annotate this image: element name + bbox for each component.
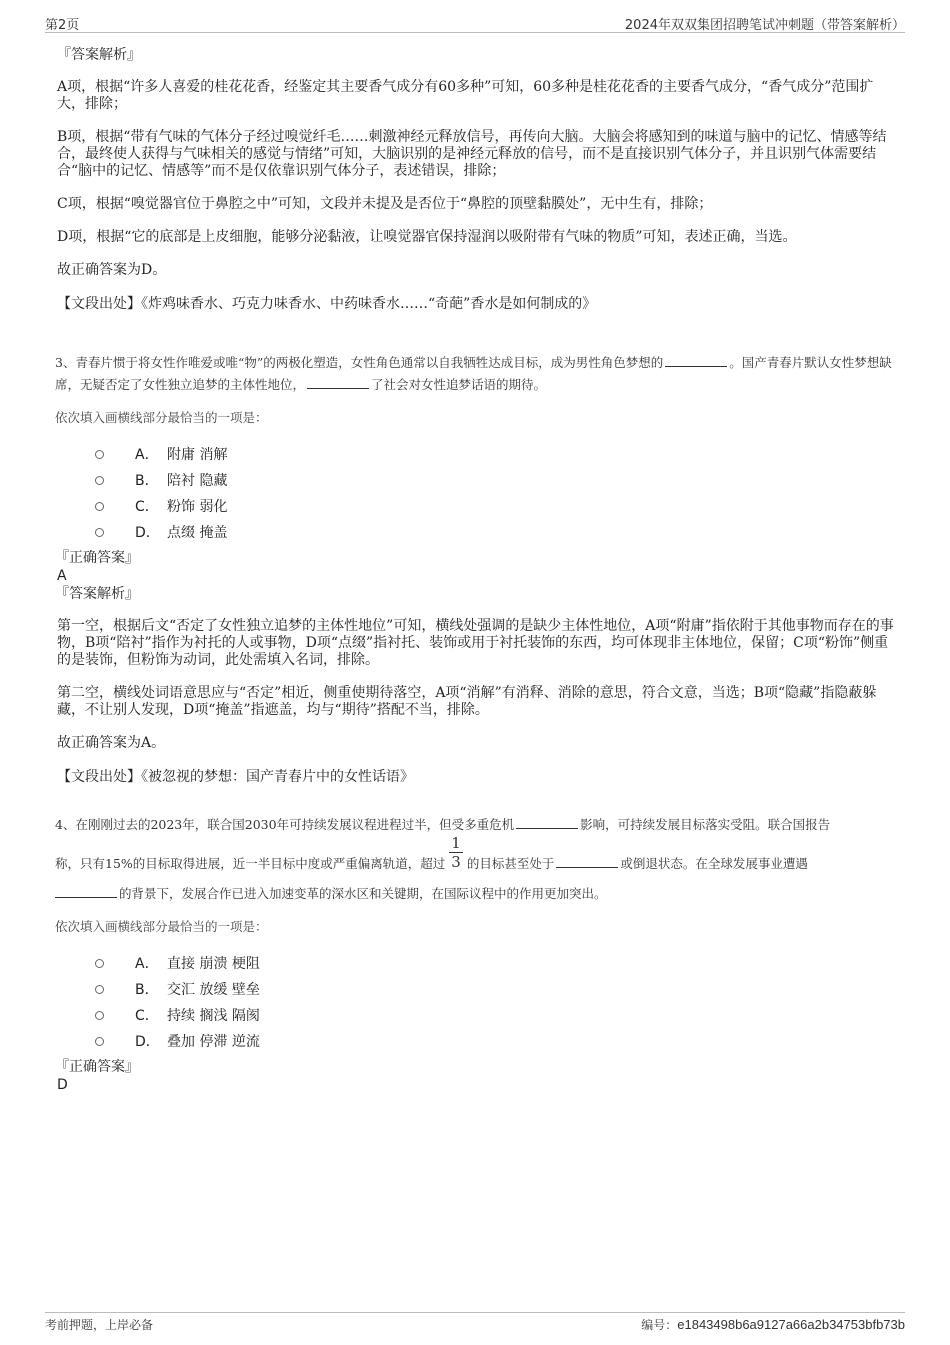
fill-blank xyxy=(516,816,578,829)
analysis-label: 『答案解析』 xyxy=(55,586,139,602)
footer-slogan: 考前押题，上岸必备 xyxy=(45,1318,154,1332)
radio-icon[interactable] xyxy=(95,476,104,485)
stem-text: 称，只有15%的目标取得进展，近一半目标中度或严重偏离轨道，超过 xyxy=(55,856,446,871)
fraction-denominator: 3 xyxy=(451,853,461,871)
code-value: e1843498b6a9127a66a2b34753bfb73b xyxy=(677,1317,905,1332)
option-d[interactable] xyxy=(95,520,895,546)
question-3 xyxy=(55,352,895,786)
option-letter: C． xyxy=(135,499,159,515)
option-text: 点缀 掩盖 xyxy=(167,525,228,541)
option-letter: A． xyxy=(135,956,159,972)
question-stem-line2 xyxy=(55,834,895,883)
option-letter: B． xyxy=(135,982,159,998)
option-letter: A． xyxy=(135,447,159,463)
radio-icon[interactable] xyxy=(95,502,104,511)
radio-icon[interactable] xyxy=(95,528,104,537)
analysis-paragraph: B项，根据“带有气味的气体分子经过嗅觉纤毛……刺激神经元释放信号，再传向大脑。大脑会将感知到的味道与脑中的记忆、情感等结合，最终使人获得与气味相关的感觉与情绪”可知，大脑识别的是神经元释放的信号，而不是直接识别气体分子，并且识别气体需要结合“脑中的记忆、情感等”而不是仅依靠识别气体分子，表述错误，排除； xyxy=(57,129,887,179)
fill-blank xyxy=(665,354,727,367)
page-number: 第2页 xyxy=(45,18,80,33)
document-code xyxy=(641,1316,905,1333)
answer-label: 『正确答案』 xyxy=(55,550,139,566)
stem-text: 3、青春片惯于将女性作唯爱或唯“物”的两极化塑造，女性角色通常以自我牺牲达成目标，成为男性角色梦想的 xyxy=(55,355,664,370)
conclusion: 故正确答案为A。 xyxy=(57,735,166,751)
fill-blank xyxy=(307,376,369,389)
option-letter: C． xyxy=(135,1008,159,1024)
passage-source: 【文段出处】《被忽视的梦想：国产青春片中的女性话语》 xyxy=(57,769,414,785)
option-a[interactable] xyxy=(95,951,895,977)
conclusion: 故正确答案为D。 xyxy=(57,262,167,278)
radio-icon[interactable] xyxy=(95,959,104,968)
fill-blank xyxy=(55,885,117,898)
option-list xyxy=(95,951,895,1055)
option-text: 粉饰 弱化 xyxy=(167,499,228,515)
option-text: 陪衬 隐藏 xyxy=(167,473,228,489)
passage-source: 【文段出处】《炸鸡味香水、巧克力味香水、中药味香水……“奇葩”香水是如何制成的》 xyxy=(57,296,597,312)
radio-icon[interactable] xyxy=(95,1037,104,1046)
question-prompt: 依次填入画横线部分最恰当的一项是： xyxy=(55,410,268,425)
option-text: 叠加 停滞 逆流 xyxy=(167,1034,260,1050)
stem-text: 的背景下，发展合作已进入加速变革的深水区和关键期，在国际议程中的作用更加突出。 xyxy=(119,886,607,901)
fill-blank xyxy=(556,855,618,868)
option-list xyxy=(95,442,895,546)
question-stem-line3 xyxy=(55,883,895,905)
stem-text: 影响，可持续发展目标落实受阻。联合国报告 xyxy=(580,817,831,832)
question-stem-line1 xyxy=(55,814,895,836)
option-d[interactable] xyxy=(95,1029,895,1055)
option-text: 附庸 消解 xyxy=(167,447,228,463)
option-c[interactable] xyxy=(95,1003,895,1029)
option-b[interactable] xyxy=(95,468,895,494)
question-4 xyxy=(55,814,895,1093)
analysis-paragraph: C项，根据“嗅觉器官位于鼻腔之中”可知，文段并未提及是否位于“鼻腔的顶壁黏膜处”，无中生有，排除； xyxy=(57,196,713,212)
analysis-paragraph: 第一空，根据后文“否定了女性独立追梦的主体性地位”可知，横线处强调的是缺少主体性地位，A项“附庸”指依附于其他事物而存在的事物，B项“陪衬”指作为衬托的人或事物，D项“点缀”指衬托、装饰或用于衬托装饰的东西，均可体现非主体地位，保留；C项“粉饰”侧重的是装饰，但粉饰为动词，此处需填入名词，排除。 xyxy=(57,618,894,668)
answer-label: 『正确答案』 xyxy=(55,1059,139,1075)
option-b[interactable] xyxy=(95,977,895,1003)
stem-text: 或倒退状态。在全球发展事业遭遇 xyxy=(620,856,808,871)
option-text: 直接 崩溃 梗阻 xyxy=(167,956,260,972)
option-a[interactable] xyxy=(95,442,895,468)
fraction-one-third xyxy=(449,834,463,871)
analysis-label: 『答案解析』 xyxy=(57,47,141,63)
stem-text: 4、在刚刚过去的2023年，联合国2030年可持续发展议程进程过半，但受多重危机 xyxy=(55,817,515,832)
page-footer xyxy=(45,1312,905,1335)
option-text: 交汇 放缓 壁垒 xyxy=(167,982,260,998)
document-title: 2024年双双集团招聘笔试冲刺题（带答案解析） xyxy=(624,18,905,33)
stem-text: 的目标甚至处于 xyxy=(466,856,555,871)
page-header xyxy=(45,12,905,33)
stem-text: 。国产青春片默认女性梦想缺席，无疑否定了女性独立追梦的主体性地位， xyxy=(55,355,892,392)
analysis-paragraph: A项，根据“许多人喜爱的桂花花香，经鉴定其主要香气成分有60多种”可知，60多种是桂花花香的主要香气成分，“香气成分”范围扩大，排除； xyxy=(57,79,874,112)
option-letter: D． xyxy=(135,525,160,541)
q2-analysis-section xyxy=(57,45,892,313)
radio-icon[interactable] xyxy=(95,1011,104,1020)
fraction-numerator: 1 xyxy=(451,834,461,852)
radio-icon[interactable] xyxy=(95,985,104,994)
radio-icon[interactable] xyxy=(95,450,104,459)
option-letter: B． xyxy=(135,473,159,489)
code-label: 编号： xyxy=(641,1318,678,1332)
option-text: 持续 搁浅 隔阂 xyxy=(167,1008,260,1024)
option-letter: D． xyxy=(135,1034,160,1050)
analysis-paragraph: D项，根据“它的底部是上皮细胞，能够分泌黏液，让嗅觉器官保持湿润以吸附带有气味的物质”可知，表述正确，当选。 xyxy=(57,229,797,245)
option-c[interactable] xyxy=(95,494,895,520)
answer-value: A xyxy=(57,568,67,584)
question-stem xyxy=(55,352,895,396)
answer-value: D xyxy=(57,1077,68,1093)
stem-text: 了社会对女性追梦话语的期待。 xyxy=(371,377,547,392)
question-prompt: 依次填入画横线部分最恰当的一项是： xyxy=(55,919,268,934)
analysis-paragraph: 第二空，横线处词语意思应与“否定”相近，侧重使期待落空，A项“消解”有消释、消除的意思，符合文意，当选；B项“隐藏”指隐蔽躲藏，不让别人发现，D项“掩盖”指遮盖，均与“期待”搭配不当，排除。 xyxy=(57,685,877,718)
